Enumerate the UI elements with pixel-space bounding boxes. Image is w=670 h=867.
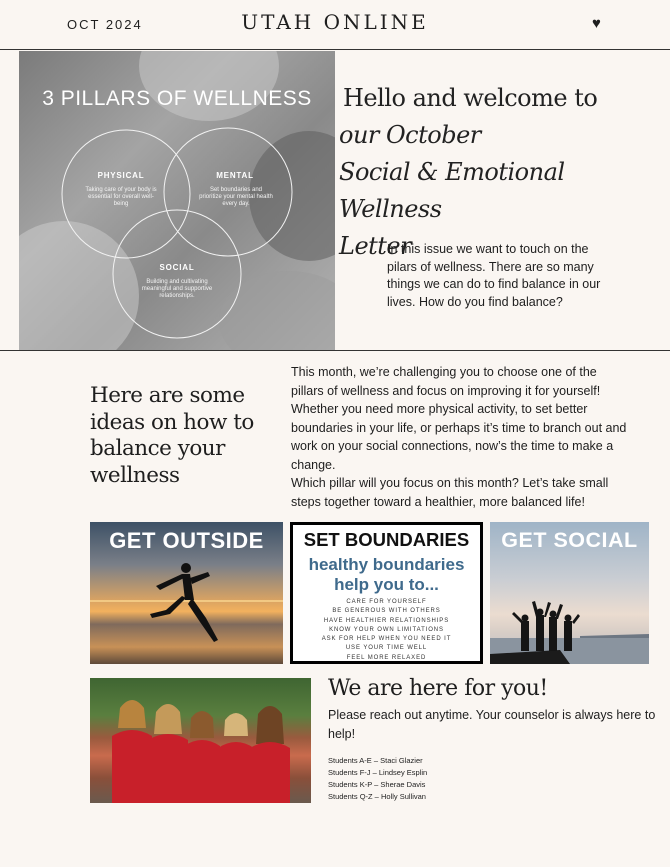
intro-paragraph: In this issue we want to touch on the pilars of wellness. There are so many things we can do to find balance in our lives. How do you find balance? [387, 242, 601, 309]
section-divider [0, 350, 670, 351]
support-text: Please reach out anytime. Your counselor is always here to help! [328, 708, 656, 741]
challenge-paragraph: This month, we’re challenging you to choose one of the pillars of wellness and focus on improving it for yourself! Whether you need more physical activity, to set better boundaries in your life, or perhaps it’s time to branch out and work on your social connections, now’s the time to make a change. [291, 365, 627, 472]
header-divider [0, 49, 670, 50]
pillars-of-wellness-graphic [19, 51, 335, 350]
physical-text: Taking care of your body is essential for overall well-being [85, 187, 157, 208]
counselors-illustration [90, 678, 311, 803]
mental-text: Set boundaries and prioritize your mental health every day. [199, 187, 273, 208]
ideas-heading: Here are some ideas on how to balance your wellness [90, 383, 254, 488]
boundaries-item: KNOW YOUR OWN LIMITATIONS [329, 626, 444, 633]
boundaries-item: CARE FOR YOURSELF [346, 599, 427, 605]
boundaries-item: BE GENEROUS WITH OTHERS [332, 608, 441, 615]
get-outside-label: GET OUTSIDE [109, 528, 264, 553]
get-social-label: GET SOCIAL [501, 528, 638, 552]
pillars-title: 3 PILLARS OF WELLNESS [42, 87, 312, 110]
venn-circles [19, 51, 335, 350]
get-social-image [490, 522, 649, 664]
boundaries-list [293, 598, 480, 663]
counselor-item: Students Q-Z – Holly Sullivan [328, 792, 426, 801]
counselor-item: Students K-P – Sherae Davis [328, 780, 426, 789]
welcome-line: Hello and welcome to [343, 84, 598, 112]
newsletter-title: UTAH ONLINE [241, 10, 429, 34]
welcome-line: Letter [339, 232, 412, 260]
welcome-heading [339, 80, 670, 265]
social-text: Building and cultivating meaningful and supportive relationships. [141, 279, 213, 300]
boundaries-subtitle: healthy boundaries help you to... [308, 555, 465, 594]
set-boundaries-card [290, 522, 483, 664]
mental-title: MENTAL [216, 171, 254, 180]
boundaries-item: HAVE HEALTHIER RELATIONSHIPS [323, 617, 450, 624]
get-outside-image [90, 522, 283, 664]
support-heading: We are here for you! [328, 676, 548, 701]
boundaries-item: USE YOUR TIME WELL [345, 645, 428, 652]
counselor-item: Students A-E – Staci Glazier [328, 756, 423, 765]
physical-title: PHYSICAL [97, 171, 145, 180]
boundaries-item: FEEL MORE RELAXED [346, 654, 427, 661]
welcome-line: Social & Emotional Wellness [339, 158, 565, 223]
challenge-question: Which pillar will you focus on this month? Let’s take small steps together toward a healthier, more balanced life! [291, 476, 609, 509]
challenge-text [291, 363, 631, 511]
social-title: SOCIAL [159, 263, 195, 272]
boundaries-item: ASK FOR HELP WHEN YOU NEED IT [321, 636, 452, 643]
boundaries-title: SET BOUNDARIES [303, 529, 470, 550]
counselor-list [328, 755, 427, 803]
counselor-team-photo [90, 678, 311, 803]
heart-icon: ♥ [592, 15, 601, 32]
issue-date: OCT 2024 [67, 17, 143, 32]
counselor-item: Students F-J – Lindsey Esplin [328, 768, 428, 777]
welcome-line: our October [339, 121, 481, 149]
